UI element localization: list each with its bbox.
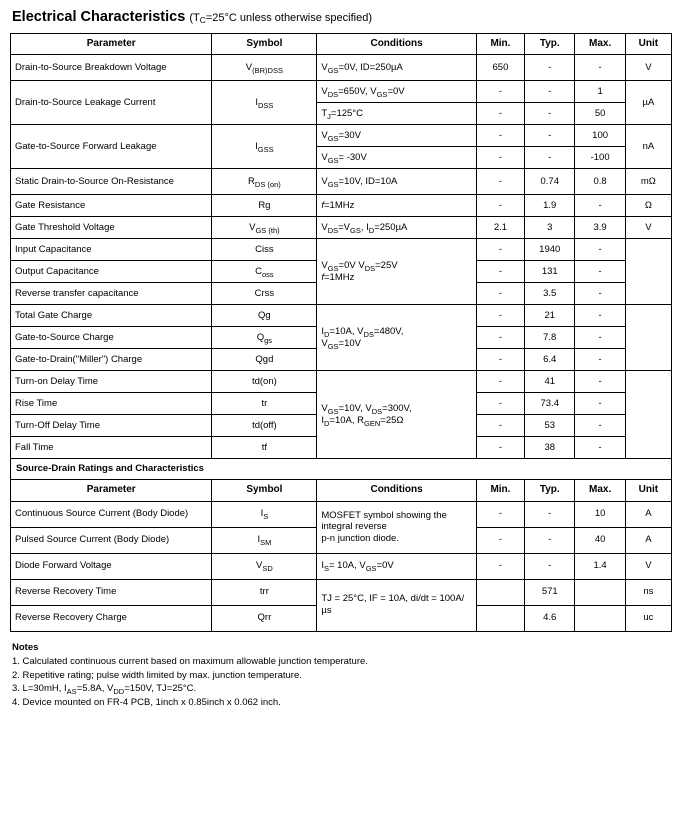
cell-min: 650 xyxy=(476,55,524,81)
table-row xyxy=(11,81,672,103)
cell-min: - xyxy=(476,305,524,327)
cell-parameter: Pulsed Source Current (Body Diode) xyxy=(11,527,212,553)
cell-symbol: td(off) xyxy=(212,415,317,437)
cell-typ: - xyxy=(525,553,575,579)
table-body-source-drain xyxy=(11,501,672,631)
cell-typ: - xyxy=(525,501,575,527)
cell-typ: 6.4 xyxy=(525,349,575,371)
cell-max: - xyxy=(575,195,625,217)
cell-conditions: $V_{GS}=30V$ xyxy=(317,125,476,147)
cell-unit xyxy=(625,305,671,371)
cell-conditions: $V_{GS}=10V$, $V_{DS}=300V$, $I_D=10A$, $R_{GEN}=25\Omega$ xyxy=(317,371,476,459)
cell-typ: 53 xyxy=(525,415,575,437)
cell-symbol: $V_{GS (th)}$ xyxy=(212,217,317,239)
cell-symbol: $V_{SD}$ xyxy=(212,553,317,579)
cell-max: 40 xyxy=(575,527,625,553)
cell-symbol: $V_{(BR)DSS}$ xyxy=(212,55,317,81)
col-parameter: Parameter xyxy=(11,33,212,55)
notes-list xyxy=(12,655,672,710)
cell-typ: 1940 xyxy=(525,239,575,261)
table-header-row xyxy=(11,33,672,55)
col-conditions: Conditions xyxy=(317,33,476,55)
cell-max: - xyxy=(575,283,625,305)
cell-min: - xyxy=(476,195,524,217)
cell-conditions: $V_{GS}=0V$, ID=250µA xyxy=(317,55,476,81)
col2-max: Max. xyxy=(575,480,625,502)
notes-block xyxy=(12,642,672,710)
cell-parameter: Fall Time xyxy=(11,437,212,459)
note-item: 2. Repetitive rating; pulse width limited by max. junction temperature. xyxy=(12,669,302,681)
table-row xyxy=(11,217,672,239)
electrical-characteristics-table xyxy=(10,33,672,632)
cell-max: 50 xyxy=(575,103,625,125)
cell-parameter: Reverse Recovery Charge xyxy=(11,605,212,631)
table-row xyxy=(11,579,672,605)
table-row xyxy=(11,195,672,217)
cell-parameter: Total Gate Charge xyxy=(11,305,212,327)
cell-typ: - xyxy=(525,55,575,81)
cell-min: - xyxy=(476,239,524,261)
cell-unit: V xyxy=(625,217,671,239)
cell-parameter: Gate-to-Drain("Miller") Charge xyxy=(11,349,212,371)
cell-unit xyxy=(625,371,671,459)
table-row xyxy=(11,553,672,579)
cell-max: 3.9 xyxy=(575,217,625,239)
cell-parameter: Gate Threshold Voltage xyxy=(11,217,212,239)
cell-max: -100 xyxy=(575,147,625,169)
cell-symbol: td(on) xyxy=(212,371,317,393)
cell-conditions: f=1MHz xyxy=(317,195,476,217)
cell-min: 2.1 xyxy=(476,217,524,239)
cell-unit: ns xyxy=(625,579,671,605)
cell-max xyxy=(575,579,625,605)
table-row xyxy=(11,371,672,393)
table-header-row-2 xyxy=(11,480,672,502)
cell-conditions: $V_{GS}=0V$ $V_{DS}=25V$ f=1MHz xyxy=(317,239,476,305)
cell-max: - xyxy=(575,261,625,283)
cell-typ: 41 xyxy=(525,371,575,393)
cell-min: - xyxy=(476,371,524,393)
note-item: 4. Device mounted on FR-4 PCB, 1inch x 0.85inch x 0.062 inch. xyxy=(12,697,281,709)
cell-symbol: Qrr xyxy=(212,605,317,631)
cell-typ: 21 xyxy=(525,305,575,327)
cell-max: 0.8 xyxy=(575,169,625,195)
col2-parameter: Parameter xyxy=(11,480,212,502)
table-row xyxy=(11,55,672,81)
cell-min: - xyxy=(476,261,524,283)
cell-symbol: Rg xyxy=(212,195,317,217)
cell-symbol: Qgd xyxy=(212,349,317,371)
cell-conditions: $T_J=125^\circ C$ xyxy=(317,103,476,125)
cell-min xyxy=(476,579,524,605)
cell-min: - xyxy=(476,553,524,579)
cell-symbol: tf xyxy=(212,437,317,459)
cell-symbol: $I_S$ xyxy=(212,501,317,527)
cell-parameter: Rise Time xyxy=(11,393,212,415)
cell-typ: 131 xyxy=(525,261,575,283)
cell-min: - xyxy=(476,393,524,415)
cell-min: - xyxy=(476,169,524,195)
cell-typ: - xyxy=(525,103,575,125)
cell-max: - xyxy=(575,349,625,371)
cell-symbol: $R_{DS (on)}$ xyxy=(212,169,317,195)
cell-min: - xyxy=(476,81,524,103)
cell-conditions: $I_S= 10A$, $V_{GS}=0V$ xyxy=(317,553,476,579)
cell-typ: - xyxy=(525,147,575,169)
cell-min xyxy=(476,605,524,631)
cell-min: - xyxy=(476,125,524,147)
page-title xyxy=(12,10,672,26)
cell-conditions: $V_{DS}=650V$, $V_{GS}=0V$ xyxy=(317,81,476,103)
cell-conditions: TJ = 25°C, IF = 10A, di/dt = 100A/µs xyxy=(317,579,476,631)
cell-symbol: $I_{DSS}$ xyxy=(212,81,317,125)
cell-parameter: Reverse transfer capacitance xyxy=(11,283,212,305)
cell-typ: 38 xyxy=(525,437,575,459)
cell-symbol: trr xyxy=(212,579,317,605)
table-row xyxy=(11,169,672,195)
cell-symbol: $Q_{gs}$ xyxy=(212,327,317,349)
table-row xyxy=(11,501,672,527)
cell-typ: 1.9 xyxy=(525,195,575,217)
section-title: Source-Drain Ratings and Characteristics xyxy=(11,459,672,480)
col2-symbol: Symbol xyxy=(212,480,317,502)
cell-min: - xyxy=(476,501,524,527)
cell-typ: 571 xyxy=(525,579,575,605)
cell-parameter: Gate-to-Source Forward Leakage xyxy=(11,125,212,169)
cell-min: - xyxy=(476,437,524,459)
cell-typ: 4.6 xyxy=(525,605,575,631)
col-symbol: Symbol xyxy=(212,33,317,55)
col2-conditions: Conditions xyxy=(317,480,476,502)
cell-symbol: tr xyxy=(212,393,317,415)
note-item: 3. L=30mH, $I_{AS}=5.8A$, $V_{DD}=150V$, TJ=25°C. xyxy=(12,683,197,697)
cell-typ: 7.8 xyxy=(525,327,575,349)
cell-max: 100 xyxy=(575,125,625,147)
col2-unit: Unit xyxy=(625,480,671,502)
cell-conditions: MOSFET symbol showing the integral reverse p-n junction diode. xyxy=(317,501,476,553)
table-row xyxy=(11,459,672,480)
cell-max: - xyxy=(575,371,625,393)
cell-max: - xyxy=(575,305,625,327)
col2-min: Min. xyxy=(476,480,524,502)
cell-max: - xyxy=(575,239,625,261)
cell-max: - xyxy=(575,55,625,81)
cell-max xyxy=(575,605,625,631)
notes-heading: Notes xyxy=(12,641,39,653)
cell-typ: 3.5 xyxy=(525,283,575,305)
cell-typ: 73.4 xyxy=(525,393,575,415)
cell-symbol: $I_{SM}$ xyxy=(212,527,317,553)
cell-min: - xyxy=(476,327,524,349)
cell-max: 10 xyxy=(575,501,625,527)
cell-min: - xyxy=(476,415,524,437)
cell-parameter: Drain-to-Source Leakage Current xyxy=(11,81,212,125)
cell-typ: 3 xyxy=(525,217,575,239)
cell-min: - xyxy=(476,147,524,169)
cell-parameter: Drain-to-Source Breakdown Voltage xyxy=(11,55,212,81)
cell-parameter: Turn-on Delay Time xyxy=(11,371,212,393)
cell-max: 1 xyxy=(575,81,625,103)
col-unit: Unit xyxy=(625,33,671,55)
cell-parameter: Reverse Recovery Time xyxy=(11,579,212,605)
note-item: 1. Calculated continuous current based on maximum allowable junction temperature. xyxy=(12,655,368,667)
cell-unit: mΩ xyxy=(625,169,671,195)
cell-min: - xyxy=(476,283,524,305)
table-row xyxy=(11,125,672,147)
cell-unit: µA xyxy=(625,81,671,125)
cell-conditions: $V_{GS}= -30V$ xyxy=(317,147,476,169)
cell-unit: A xyxy=(625,501,671,527)
cell-conditions: $I_D=10A$, $V_{DS}=480V$, $V_{GS}=10V$ xyxy=(317,305,476,371)
cell-min: - xyxy=(476,527,524,553)
cell-max: - xyxy=(575,393,625,415)
cell-parameter: Gate-to-Source Charge xyxy=(11,327,212,349)
cell-conditions: $V_{DS}=V_{GS}$, $I_D=250\mu A$ xyxy=(317,217,476,239)
cell-unit xyxy=(625,239,671,305)
cell-parameter: Diode Forward Voltage xyxy=(11,553,212,579)
cell-max: - xyxy=(575,437,625,459)
cell-symbol: Ciss xyxy=(212,239,317,261)
cell-symbol: Qg xyxy=(212,305,317,327)
col-max: Max. xyxy=(575,33,625,55)
cell-max: - xyxy=(575,327,625,349)
cell-parameter: Continuous Source Current (Body Diode) xyxy=(11,501,212,527)
cell-max: 1.4 xyxy=(575,553,625,579)
cell-symbol: $C_{oss}$ xyxy=(212,261,317,283)
cell-parameter: Input Capacitance xyxy=(11,239,212,261)
cell-typ: - xyxy=(525,527,575,553)
cell-unit: V xyxy=(625,55,671,81)
cell-parameter: Gate Resistance xyxy=(11,195,212,217)
cell-conditions: $V_{GS}=10V$, ID=10A xyxy=(317,169,476,195)
cell-unit: uc xyxy=(625,605,671,631)
cell-max: - xyxy=(575,415,625,437)
cell-symbol: Crss xyxy=(212,283,317,305)
table-row xyxy=(11,305,672,327)
page-title-condition: (TC=25°C unless otherwise specified) xyxy=(189,12,372,25)
cell-symbol: $I_{GSS}$ xyxy=(212,125,317,169)
col-min: Min. xyxy=(476,33,524,55)
cell-min: - xyxy=(476,103,524,125)
cell-typ: - xyxy=(525,125,575,147)
cell-unit: V xyxy=(625,553,671,579)
cell-unit: A xyxy=(625,527,671,553)
table-row xyxy=(11,239,672,261)
col2-typ: Typ. xyxy=(525,480,575,502)
cell-typ: 0.74 xyxy=(525,169,575,195)
cell-min: - xyxy=(476,349,524,371)
cell-typ: - xyxy=(525,81,575,103)
page-title-main: Electrical Characteristics xyxy=(12,9,186,25)
table-body-main xyxy=(11,55,672,459)
cell-parameter: Output Capacitance xyxy=(11,261,212,283)
cell-unit: nA xyxy=(625,125,671,169)
col-typ: Typ. xyxy=(525,33,575,55)
cell-parameter: Turn-Off Delay Time xyxy=(11,415,212,437)
cell-parameter: Static Drain-to-Source On-Resistance xyxy=(11,169,212,195)
cell-unit: Ω xyxy=(625,195,671,217)
section-source-drain xyxy=(11,459,672,501)
